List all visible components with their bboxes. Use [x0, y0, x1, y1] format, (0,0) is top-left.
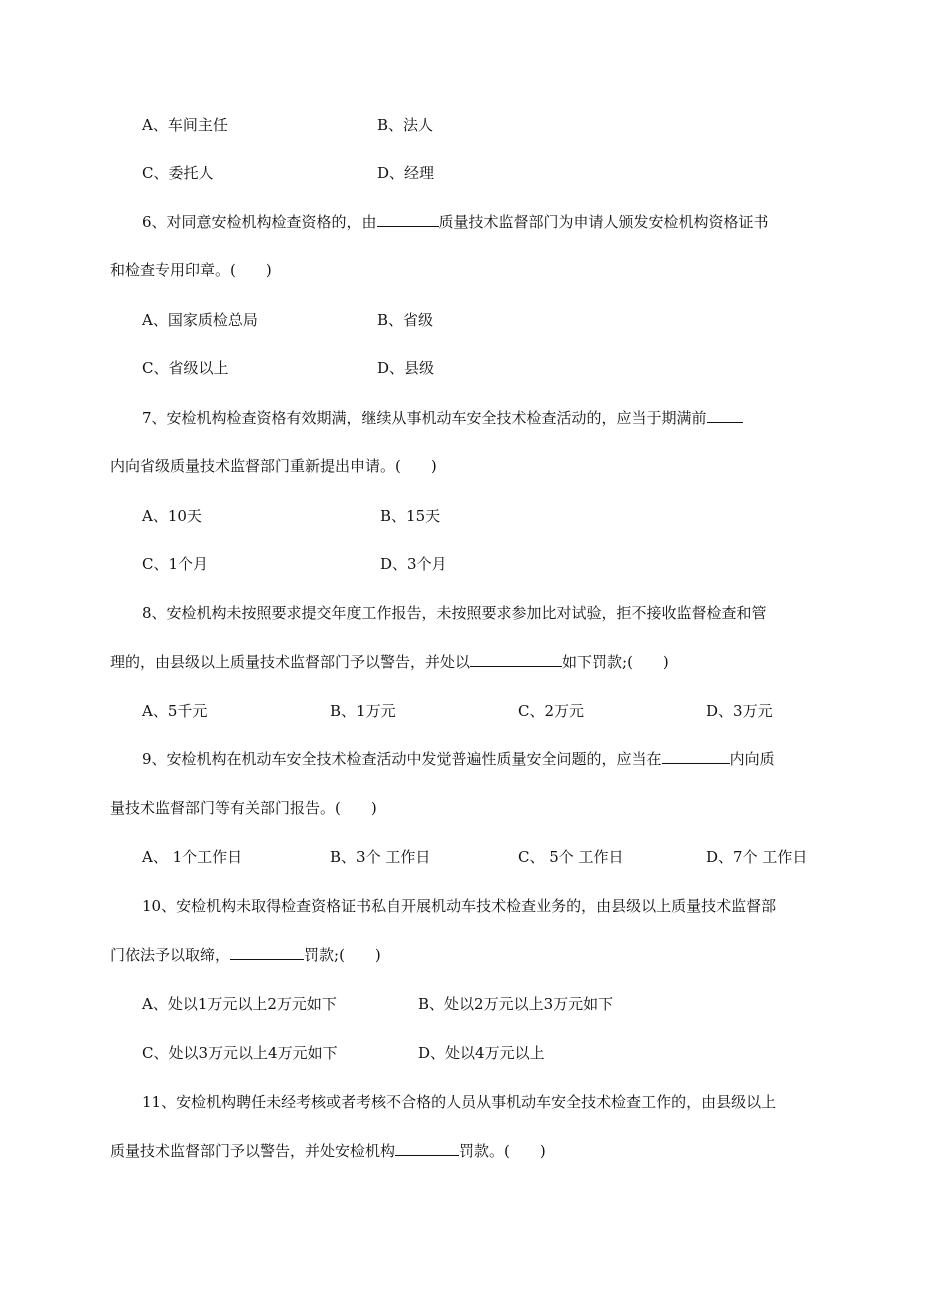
q6-option-a: A、国家质检总局 — [142, 311, 258, 329]
q9-question-line2: 量技术监督部门等有关部门报告。( ) — [110, 799, 377, 817]
q7-option-c: C、1个月 — [142, 555, 209, 573]
q11-question-line1: 11、安检机构聘任未经考核或者考核不合格的人员从事机动车安全技术检查工作的，由县级以上 — [142, 1093, 777, 1111]
q10-answer-blank — [230, 945, 304, 960]
q9-option-d: D、7个 工作日 — [706, 848, 808, 866]
q8-text-post: 如下罚款;( ) — [562, 653, 669, 671]
q11-question-line2 — [110, 1141, 546, 1161]
q7-question-line2: 内向省级质量技术监督部门重新提出申请。( ) — [110, 457, 437, 475]
q6-text-post: 质量技术监督部门为申请人颁发安检机构资格证书 — [438, 213, 769, 231]
q10-question-line2 — [110, 945, 381, 965]
q9-question-line1 — [142, 749, 775, 769]
q8-option-b: B、1万元 — [330, 702, 396, 720]
q8-option-c: C、2万元 — [518, 702, 585, 720]
q11-text-post: 罚款。( ) — [459, 1142, 546, 1160]
q7-question-line1 — [142, 408, 743, 428]
q10-option-a: A、处以1万元以上2万元如下 — [142, 995, 337, 1013]
q9-option-b: B、3个 工作日 — [330, 848, 431, 866]
q6-answer-blank — [377, 212, 439, 227]
q11-answer-blank — [395, 1141, 459, 1156]
q10-text-post: 罚款;( ) — [304, 946, 381, 964]
q7-option-a: A、10天 — [142, 507, 202, 525]
q5-option-c: C、委托人 — [142, 164, 214, 182]
q10-text-pre: 门依法予以取缔， — [110, 946, 231, 964]
q9-answer-blank — [662, 749, 730, 764]
q8-option-a: A、5千元 — [142, 702, 208, 720]
q10-option-c: C、处以3万元以上4万元如下 — [142, 1044, 338, 1062]
q10-option-b: B、处以2万元以上3万元如下 — [418, 995, 614, 1013]
q6-text-pre: 6、对同意安检机构检查资格的，由 — [142, 213, 377, 231]
q8-text-pre: 理的，由县级以上质量技术监督部门予以警告，并处以 — [110, 653, 471, 671]
q6-question-line1 — [142, 212, 769, 232]
q7-option-b: B、15天 — [380, 507, 441, 525]
q8-option-d: D、3万元 — [706, 702, 773, 720]
q8-question-line1: 8、安检机构未按照要求提交年度工作报告，未按照要求参加比对试验，拒不接收监督检查和管 — [142, 604, 767, 622]
q11-text-pre: 质量技术监督部门予以警告，并处安检机构 — [110, 1142, 396, 1160]
q9-text-pre: 9、安检机构在机动车安全技术检查活动中发觉普遍性质量安全问题的，应当在 — [142, 750, 662, 768]
q8-answer-blank — [470, 652, 562, 667]
q7-answer-blank — [707, 408, 743, 423]
q6-option-b: B、省级 — [377, 311, 434, 329]
q7-text: 7、安检机构检查资格有效期满，继续从事机动车安全技术检查活动的，应当于期满前 — [142, 409, 707, 427]
q10-option-d: D、处以4万元以上 — [418, 1044, 545, 1062]
q5-option-d: D、经理 — [377, 164, 435, 182]
q9-text-post: 内向质 — [729, 750, 775, 768]
q6-question-line2: 和检查专用印章。( ) — [110, 261, 272, 279]
q7-option-d: D、3个月 — [380, 555, 447, 573]
q5-option-a: A、车间主任 — [142, 116, 228, 134]
q9-option-c: C、 5个 工作日 — [518, 848, 624, 866]
q5-option-b: B、法人 — [377, 116, 434, 134]
q6-option-d: D、县级 — [377, 359, 435, 377]
q9-option-a: A、 1个工作日 — [142, 848, 243, 866]
q10-question-line1: 10、安检机构未取得检查资格证书私自开展机动车技术检查业务的，由县级以上质量技术监督部 — [142, 897, 777, 915]
q6-option-c: C、省级以上 — [142, 359, 229, 377]
q8-question-line2 — [110, 652, 669, 672]
